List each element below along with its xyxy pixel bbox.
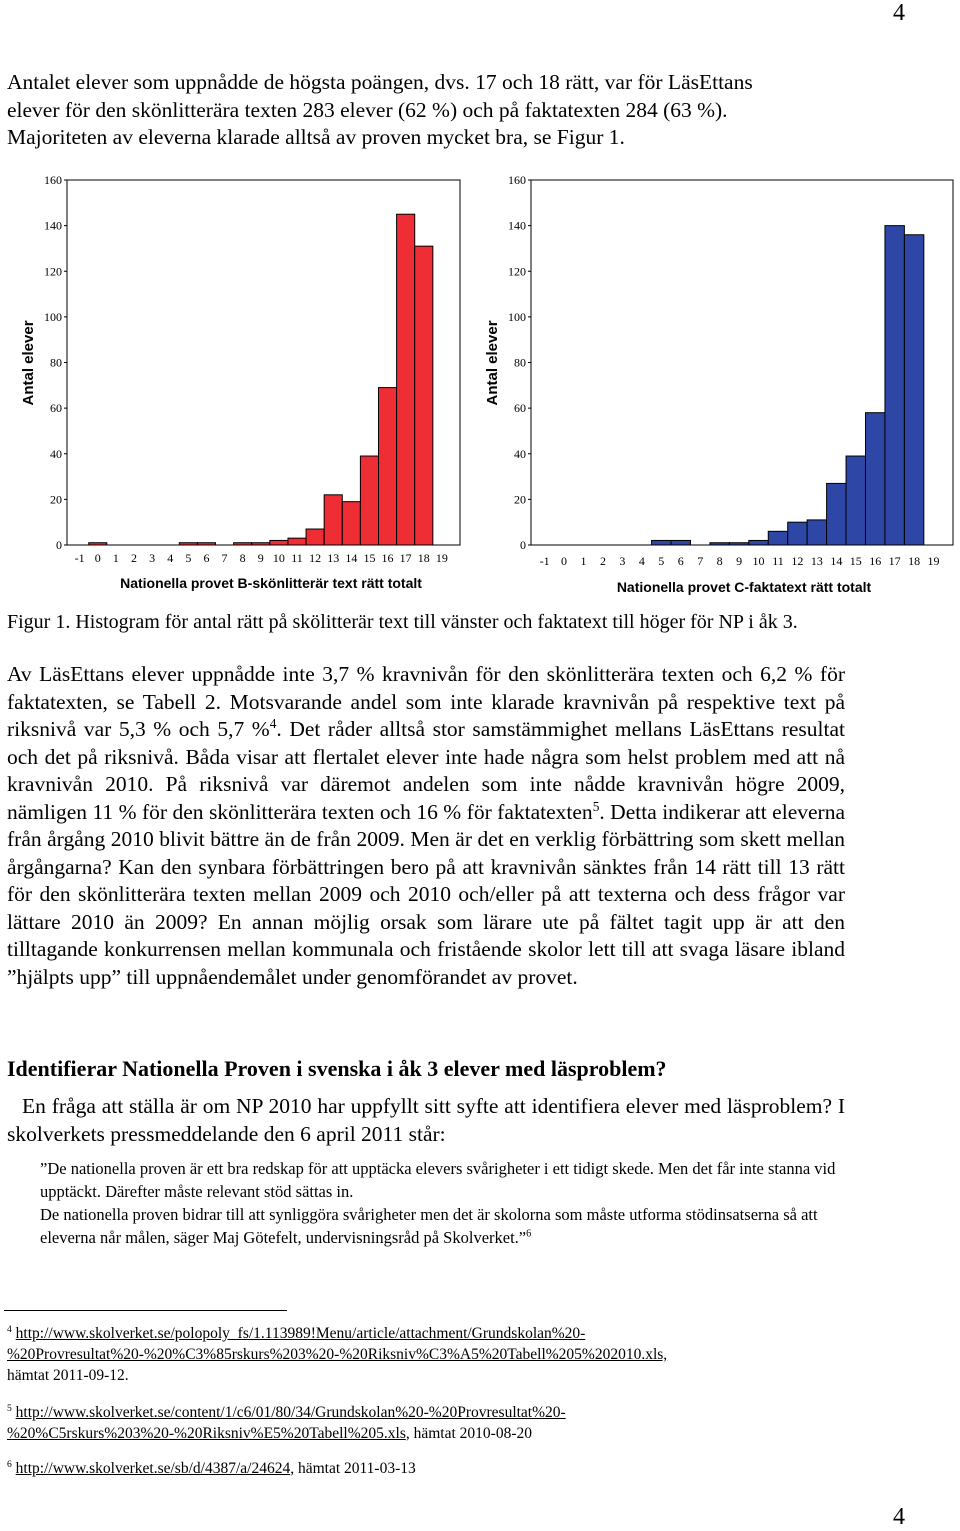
footnote-4 [7, 1323, 907, 1386]
footnote-4-suffix: hämtat 2011-09-12. [7, 1367, 129, 1384]
right-x-tick-label: 18 [908, 554, 921, 568]
left-bar-8 [234, 543, 252, 545]
footnote-ref-6[interactable]: 6 [526, 1228, 532, 1240]
right-x-tick-label: 4 [638, 554, 645, 568]
footnote-6 [7, 1458, 907, 1479]
right-bar-12 [788, 522, 807, 545]
left-x-tick-label: 11 [291, 551, 303, 565]
intro-line-2: elever för den skönlitterära texten 283 elever (62 %) och på faktatexten 284 (63 %). [7, 97, 728, 122]
left-bar-11 [288, 538, 306, 545]
right-y-tick-label: 120 [508, 264, 526, 279]
right-y-tick-label: 80 [514, 355, 526, 370]
right-bar-13 [807, 520, 826, 545]
histogram-right-chart [484, 173, 953, 595]
right-x-tick-label: 0 [561, 554, 568, 568]
left-x-tick-label: 7 [221, 551, 228, 565]
right-x-axis-label: Nationella provet C-faktatext rätt totalt [616, 579, 872, 595]
right-x-tick-label: 10 [752, 554, 765, 568]
left-x-tick-label: 5 [185, 551, 192, 565]
left-bar-16 [379, 388, 397, 545]
right-x-tick-label: 2 [599, 554, 606, 568]
footnote-6-suffix: , hämtat 2011-03-13 [290, 1460, 416, 1477]
left-y-tick-label: 60 [50, 401, 62, 416]
left-x-tick-label: 3 [149, 551, 156, 565]
left-x-tick-label: 8 [239, 551, 246, 565]
footnote-5-link-line-2[interactable]: %20%C5rskurs%203%20-%20Riksniv%E5%20Tabell%205.xls [7, 1425, 406, 1442]
histogram-figure [0, 170, 960, 610]
right-y-tick-label: 100 [508, 309, 526, 324]
left-x-tick-label: 15 [363, 551, 376, 565]
left-x-tick-label: 6 [203, 551, 210, 565]
left-x-tick-label: 10 [272, 551, 285, 565]
left-x-tick-label: 12 [309, 551, 322, 565]
quote-part-2: De nationella proven bidrar till att synliggöra svårigheter men det är skolorna som måste utforma stödinsatserna så att eleverna når målen, säger Maj Götefelt, undervisningsråd på Skolverket.” [40, 1205, 818, 1247]
left-y-tick-label: 40 [50, 446, 62, 461]
right-bar-14 [827, 483, 846, 545]
right-bar-5 [652, 540, 671, 545]
right-y-tick-label: 160 [508, 173, 526, 187]
right-x-tick-label: 6 [677, 554, 684, 568]
intro-line-1: Antalet elever som uppnådde de högsta poängen, dvs. 17 och 18 rätt, var för LäsEttans [7, 70, 753, 94]
left-bar-13 [324, 495, 342, 545]
question-paragraph-text: En fråga att ställa är om NP 2010 har uppfyllt sitt syfte att identifiera elever med läsproblem? I skolverkets pressmeddelande den 6 april 2011 står: [7, 1094, 845, 1146]
footnote-6-link[interactable]: http://www.skolverket.se/sb/d/4387/a/24624 [15, 1460, 291, 1477]
left-y-tick-label: 20 [50, 492, 62, 507]
left-y-tick-label: 80 [50, 355, 62, 370]
footnote-separator [4, 1310, 287, 1311]
left-x-tick-label: 0 [94, 551, 101, 565]
footnote-4-link-line-2[interactable]: %20Provresultat%20-%20%C3%85rskurs%203%20-%20Riksniv%C3%A5%20Tabell%205%202010.xls, [7, 1346, 668, 1363]
left-bar-14 [342, 502, 360, 545]
right-x-tick-label: 13 [810, 554, 823, 568]
left-y-tick-label: 100 [44, 309, 62, 324]
left-x-tick-label: -1 [74, 551, 85, 565]
left-y-axis-label: Antal elever [20, 320, 37, 406]
left-x-tick-label: 1 [112, 551, 119, 565]
left-bar-0 [89, 543, 107, 545]
left-x-tick-label: 17 [399, 551, 412, 565]
question-paragraph [7, 1093, 845, 1148]
right-y-tick-label: 0 [520, 538, 526, 552]
left-bar-6 [197, 543, 215, 545]
quote-part-1: ”De nationella proven är ett bra redskap för att upptäcka elevers svårigheter i ett tidigt skede. Men det får inte stanna vid upptäckt. Därefter måste relevant stöd sättas in. [40, 1159, 836, 1201]
right-bar-10 [749, 540, 768, 545]
footnote-5 [7, 1402, 907, 1444]
right-bar-17 [885, 226, 904, 545]
right-bar-11 [768, 531, 787, 545]
page-number-top: 4 [893, 0, 905, 26]
right-y-tick-label: 140 [508, 218, 526, 233]
left-bar-5 [179, 543, 197, 545]
left-x-tick-label: 19 [435, 551, 448, 565]
left-x-tick-label: 4 [167, 551, 174, 565]
footnote-5-suffix: , hämtat 2010-08-20 [405, 1425, 532, 1442]
right-x-tick-label: 5 [658, 554, 665, 568]
footnote-ref-5[interactable]: 5 [592, 798, 600, 814]
right-x-tick-label: 9 [736, 554, 743, 568]
right-bar-8 [710, 543, 729, 545]
left-bar-10 [270, 540, 288, 545]
right-x-tick-label: 1 [580, 554, 587, 568]
right-bar-18 [904, 235, 923, 545]
section-heading: Identifierar Nationella Proven i svenska i åk 3 elever med läsproblem? [7, 1056, 667, 1081]
left-y-tick-label: 0 [56, 538, 62, 552]
left-y-tick-label: 140 [44, 218, 62, 233]
right-bar-16 [865, 413, 884, 545]
left-x-tick-label: 2 [131, 551, 138, 565]
right-x-tick-label: 12 [791, 554, 804, 568]
left-bar-18 [415, 246, 433, 545]
footnote-4-number: 4 [7, 1323, 12, 1335]
page-number-bottom: 4 [893, 1504, 905, 1530]
left-x-tick-label: 16 [381, 551, 394, 565]
left-bar-12 [306, 529, 324, 545]
right-x-tick-label: 7 [697, 554, 704, 568]
body-text-part-2: . Det råder alltså stor samstämmighet mellans LäsEttans resultat och det på riksnivå. Båda visar att flertalet elever inte hade några som helst problem med att nå kravnivån 2010. På riksnivå var däremot andelen som inte nådde kravnivån högre 2009, nämligen 11 % för den skönlitterära texten och 16 % för faktatexten [7, 717, 845, 824]
right-x-tick-label: 8 [716, 554, 723, 568]
right-y-tick-label: 20 [514, 492, 526, 507]
footnote-5-number: 5 [7, 1402, 12, 1414]
right-bar-9 [729, 543, 748, 545]
right-x-tick-label: 16 [869, 554, 882, 568]
press-quote [40, 1157, 847, 1249]
footnote-5-link-line-1[interactable]: http://www.skolverket.se/content/1/c6/01/80/34/Grundskolan%20-%20Provresultat%20- [15, 1404, 566, 1421]
right-x-tick-label: 11 [772, 554, 784, 568]
right-x-tick-label: 19 [927, 554, 940, 568]
left-x-tick-label: 18 [417, 551, 430, 565]
body-text-part-3: . Detta indikerar att eleverna från årgång 2010 blivit bättre än de från 2009. Men är det en verklig förbättring som skett mellan årgångarna? Kan den synbara förbättringen bero på att kravnivån sänktes från 14 rätt till 13 rätt för den skönlitterära texten mellan 2009 och 2010 och/eller på att texterna och dess frågor var lättare 2010 än 2009? En annan möjlig orsak som lärare ute på fältet tagit upp är att den tilltagande konkurrensen mellan kommunala och fristående skolor lett till att svaga läsare ibland ”hjälpts upp” till uppnåendemålet under genomförandet av provet. [7, 799, 845, 989]
intro-paragraph [7, 69, 947, 152]
body-text-part-1: Av LäsEttans elever uppnådde inte 3,7 % kravnivån för den skönlitterära texten och 6,2 % för faktatexten, se Tabell 2. Motsvarande andel som inte klarade kravnivån på respektive text på riksnivå var 5,3 % och 5,7 % [7, 662, 845, 741]
left-x-axis-label: Nationella provet B-skönlitterär text rätt totalt [120, 575, 422, 591]
left-bar-17 [397, 214, 415, 545]
body-paragraph [7, 661, 845, 991]
right-x-tick-label: 14 [830, 554, 843, 568]
right-x-tick-label: 17 [888, 554, 901, 568]
left-bar-15 [360, 456, 378, 545]
figure-caption: Figur 1. Histogram för antal rätt på skölitterär text till vänster och faktatext till höger för NP i åk 3. [7, 611, 798, 633]
left-x-tick-label: 13 [327, 551, 340, 565]
right-x-tick-label: 15 [849, 554, 862, 568]
left-y-tick-label: 160 [44, 173, 62, 187]
left-bar-9 [252, 543, 270, 545]
right-bar-15 [846, 456, 865, 545]
left-x-tick-label: 14 [345, 551, 358, 565]
right-y-axis-label: Antal elever [484, 320, 501, 406]
right-bar-6 [671, 540, 690, 545]
right-y-tick-label: 60 [514, 401, 526, 416]
right-y-tick-label: 40 [514, 446, 526, 461]
left-y-tick-label: 120 [44, 264, 62, 279]
footnote-4-link-line-1[interactable]: http://www.skolverket.se/polopoly_fs/1.113989!Menu/article/attachment/Grundskolan%20- [15, 1325, 586, 1342]
intro-line-3: Majoriteten av eleverna klarade alltså av proven mycket bra, se Figur 1. [7, 125, 625, 149]
footnote-6-number: 6 [7, 1458, 12, 1470]
histogram-left-chart [20, 173, 460, 591]
left-x-tick-label: 9 [257, 551, 264, 565]
right-x-tick-label: -1 [539, 554, 550, 568]
footnote-ref-4[interactable]: 4 [269, 715, 277, 731]
right-x-tick-label: 3 [619, 554, 626, 568]
